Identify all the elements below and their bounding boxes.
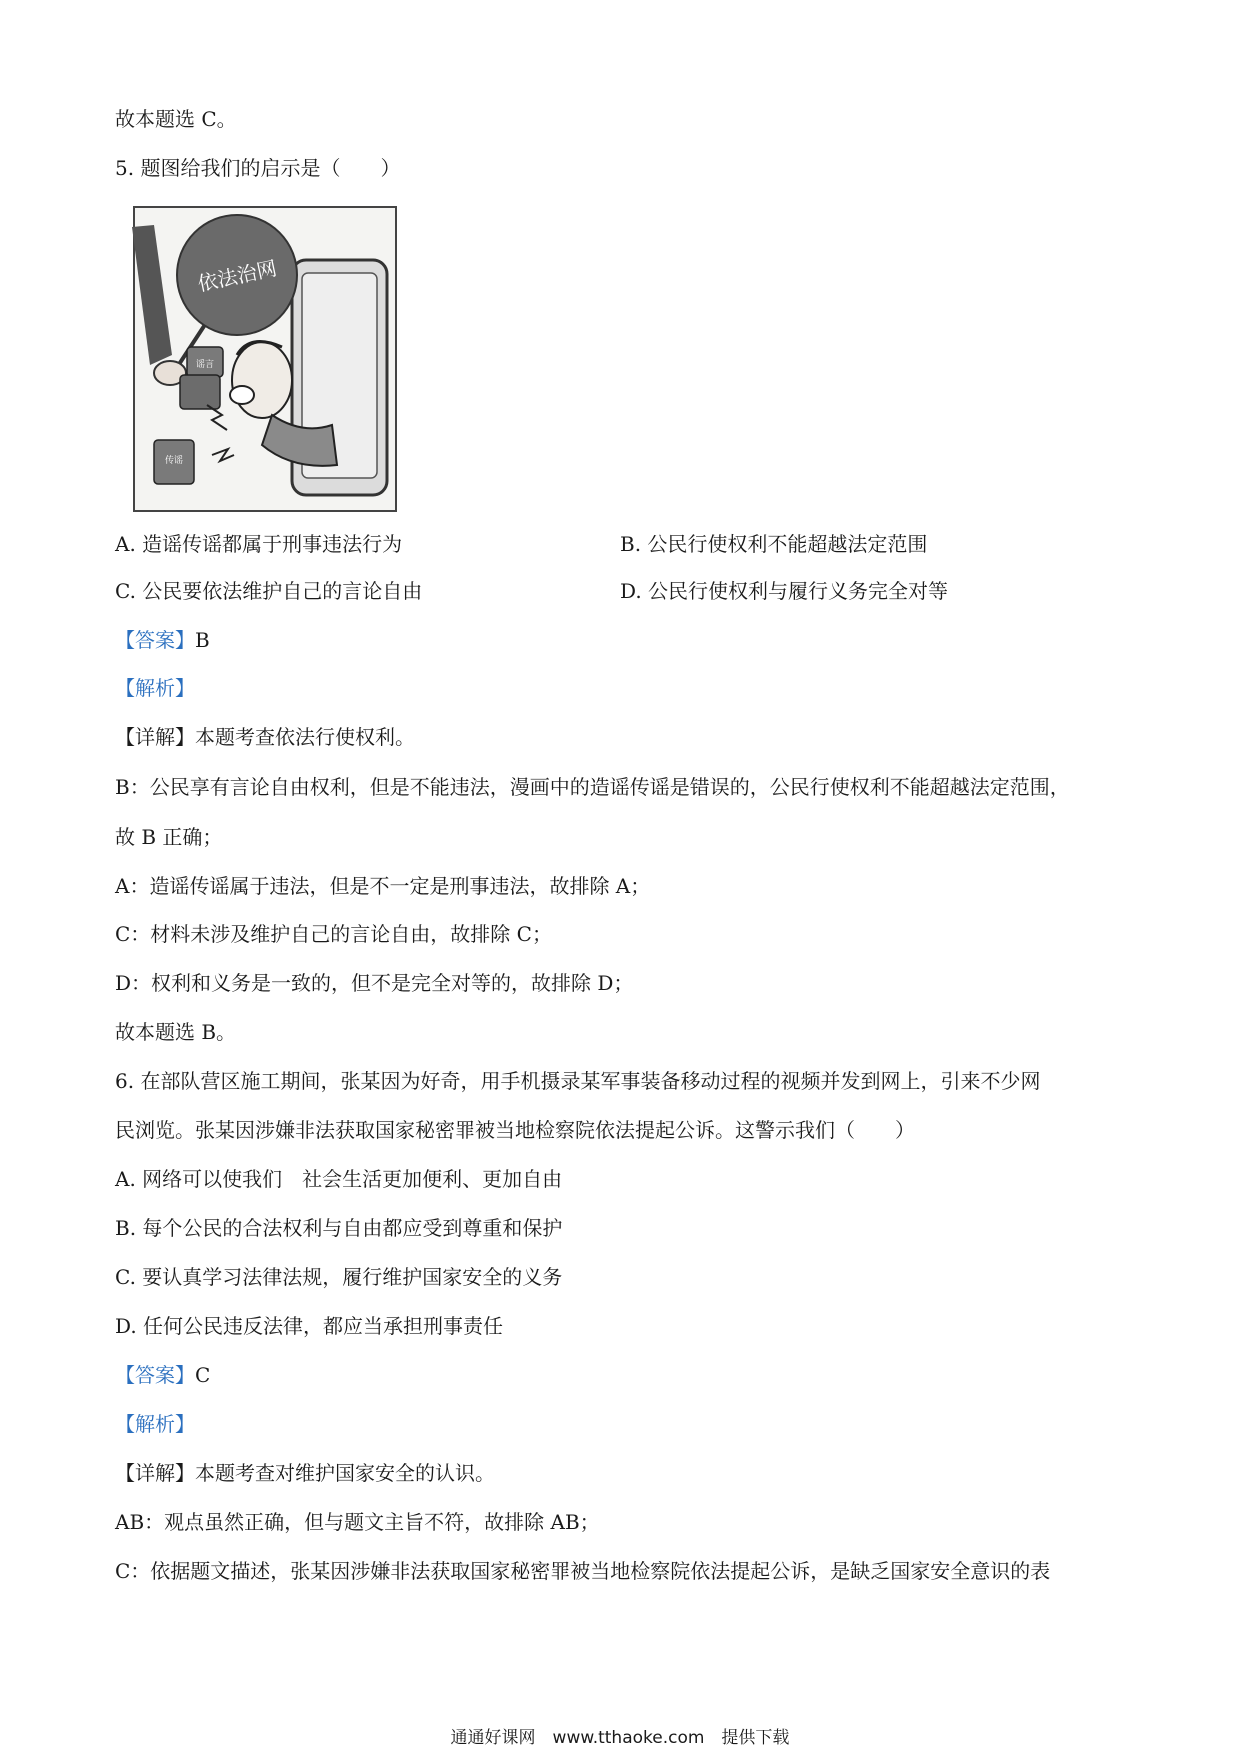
detail-label: 【详解】 — [115, 1461, 195, 1485]
detail-5 — [115, 722, 415, 752]
question-6-stem: 6. 在部队营区施工期间，张某因为好奇，用手机摄录某军事装备移动过程的视频并发到网上，引来不少网 — [115, 1069, 1041, 1093]
answer-6 — [115, 1360, 210, 1390]
analysis-label — [115, 1409, 195, 1439]
detail-6 — [115, 1458, 495, 1488]
option-6d: D. 任何公民违反法律，都应当承担刑事责任 — [115, 1314, 504, 1338]
option-6a: A. 网络可以使我们 社会生活更加便利、更加自由 — [115, 1167, 563, 1191]
explanation-line: 故 B 正确； — [115, 825, 223, 849]
cartoon-illustration — [132, 205, 398, 513]
sign-text: 依法治网 — [195, 255, 279, 297]
option-6c: C. 要认真学习法律法规，履行维护国家安全的义务 — [115, 1265, 563, 1289]
explanation-line: C：材料未涉及维护自己的言论自由，故排除 C； — [115, 922, 552, 946]
explanation-line: B：公民享有言论自由权利，但是不能违法，漫画中的造谣传谣是错误的，公民行使权利不能超越法定范围， — [115, 775, 1070, 799]
detail-text: 本题考查对维护国家安全的认识。 — [195, 1461, 495, 1485]
option-5c: C. 公民要依法维护自己的言论自由 — [115, 579, 423, 603]
analysis-label — [115, 673, 195, 703]
detail-text: 本题考查依法行使权利。 — [195, 725, 415, 749]
explanation-line: C：依据题文描述，张某因涉嫌非法获取国家秘密罪被当地检察院依法提起公诉，是缺乏国家安全意识的表 — [115, 1559, 1051, 1583]
question-6-stem-cont: 民浏览。张某因涉嫌非法获取国家秘密罪被当地检察院依法提起公诉。这警示我们（ ） — [115, 1118, 915, 1142]
explanation-line: AB：观点虽然正确，但与题文主旨不符，故排除 AB； — [115, 1510, 600, 1534]
question-5-stem: 5. 题图给我们的启示是（ ） — [115, 156, 401, 180]
option-6b: B. 每个公民的合法权利与自由都应受到尊重和保护 — [115, 1216, 563, 1240]
rumor-tag: 谣言 — [195, 360, 215, 370]
footer-source: 通通好课网 www.tthaoke.com 提供下载 — [450, 1728, 790, 1748]
answer-value: B — [195, 628, 210, 652]
answer-label: 【答案】 — [115, 1363, 195, 1387]
option-5b: B. 公民行使权利不能超越法定范围 — [620, 532, 928, 556]
text-line: 故本题选 C。 — [115, 107, 237, 131]
explanation-line: A：造谣传谣属于违法，但是不一定是刑事违法，故排除 A； — [115, 874, 651, 898]
conclusion-line: 故本题选 B。 — [115, 1020, 237, 1044]
option-5d: D. 公民行使权利与履行义务完全对等 — [620, 579, 949, 603]
answer-value: C — [195, 1363, 211, 1387]
explanation-line: D：权利和义务是一致的，但不是完全对等的，故排除 D； — [115, 971, 634, 995]
detail-label: 【详解】 — [115, 725, 195, 749]
analysis-label-text: 【解析】 — [115, 676, 195, 700]
answer-5 — [115, 625, 210, 655]
spread-rumor-tag: 传谣 — [164, 456, 184, 466]
analysis-label-text: 【解析】 — [115, 1412, 195, 1436]
answer-label: 【答案】 — [115, 628, 195, 652]
option-5a: A. 造谣传谣都属于刑事违法行为 — [115, 532, 403, 556]
